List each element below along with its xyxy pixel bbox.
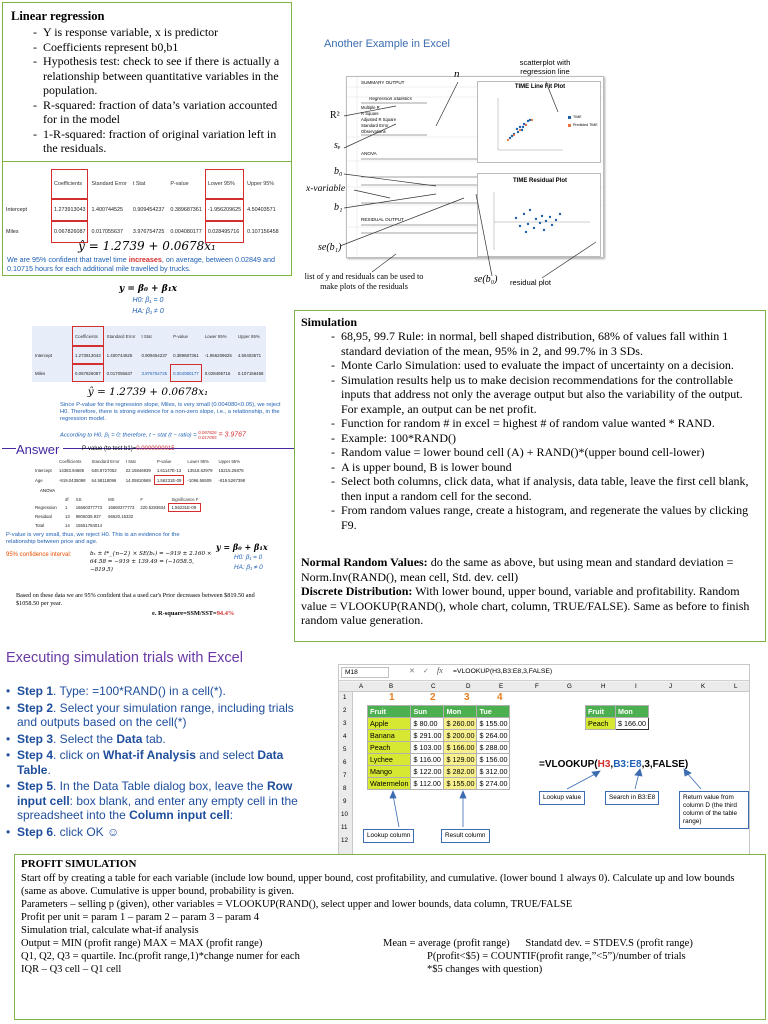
table-cell[interactable]: Peach (368, 742, 411, 754)
pvalue-label: P-value (to test b1)= (82, 446, 137, 452)
row-header[interactable]: 11 (341, 824, 348, 831)
table-cell[interactable]: Banana (368, 730, 411, 742)
hyp-coef-table (32, 326, 266, 382)
col-index: 1 (389, 692, 395, 703)
callout-arrows (339, 665, 751, 855)
reg-stats-label: Regression Statistics (369, 96, 412, 101)
step-label: Step 3 (17, 731, 54, 746)
executing-steps (6, 684, 308, 841)
table-cell: 1.273913043 (72, 346, 104, 364)
hyp-formula (60, 430, 294, 440)
annotation-b0: b₀ (334, 166, 343, 177)
table-header: Upper 95% (247, 181, 275, 187)
step-label: Step 2 (17, 700, 54, 715)
profit-title: PROFIT SIMULATION (21, 858, 137, 870)
column-header[interactable]: I (635, 683, 637, 690)
table-cell: 1.400744525 (91, 207, 123, 213)
anova-table (32, 496, 201, 530)
table-header[interactable]: Sun (411, 706, 444, 718)
stats-row: Observations (361, 129, 386, 134)
table-cell: 0.389687361 (170, 207, 202, 213)
row-header[interactable]: 2 (343, 707, 347, 714)
table-cell: 1.61147E-13 (156, 467, 182, 473)
linear-regression-bullets (17, 25, 289, 156)
table-header: Upper 95% (218, 459, 241, 464)
step-mid: and select (195, 748, 258, 762)
rsquare-label: e. R-square=SSM/SST= (152, 610, 217, 617)
table-cell: Miles (35, 370, 46, 376)
table-cell: 15551784014 (75, 523, 103, 528)
sim-bullet: - From random values range, create a histogram, and regenerate the values by clicking F9. (315, 503, 761, 532)
result-column-callout: Result column (441, 829, 490, 843)
pvalue-line (82, 446, 175, 452)
step-item (6, 684, 308, 699)
col-index: 3 (464, 692, 470, 703)
step-bold: What-if Analysis (103, 748, 196, 762)
regression-example-panel (296, 2, 766, 308)
annotation-se: sₑ (334, 140, 341, 151)
table-cell: -1096.56509 (187, 477, 212, 483)
table-cell[interactable]: $ 312.00 (477, 766, 510, 778)
row-header[interactable]: 6 (343, 759, 347, 766)
column-header[interactable]: D (466, 683, 471, 690)
step-bold2: Data Table (17, 748, 284, 777)
simulation-bullets (315, 329, 761, 532)
table-cell[interactable]: Mango (368, 766, 411, 778)
table-header: t Stat (125, 459, 136, 464)
step-item (6, 732, 308, 747)
step-item (6, 825, 308, 840)
table-header: Lower 95% (187, 459, 209, 464)
profit-line: Start off by creating a table for each variable (include low bound, upper bound, cost profitability, and cumulative. (lower bound 1 always 0). Calculate up and low bounds (same as above. Cumulative is upper bound, probability is given. (21, 873, 735, 897)
lr-interpretation (7, 255, 289, 273)
row-header[interactable]: 12 (341, 837, 348, 844)
column-header[interactable]: K (701, 683, 706, 690)
table-cell: 14 (65, 523, 70, 528)
table-header[interactable]: Tue (477, 706, 510, 718)
step-label: Step 6 (17, 824, 54, 839)
table-cell: Age (35, 477, 43, 483)
annotation-arrows (296, 2, 766, 308)
table-cell: 0.004080177 (170, 229, 202, 235)
step-mid: : box blank, and enter any empty cell in the spreadsheet into the (17, 793, 298, 822)
normal-text: do the same as above, but using mean and standard deviation = Norm.Inv(RAND(), mean cell, Std. dev. cell) (301, 555, 734, 584)
ci-formula: b₁ ± t*_{n−2} × SE(b₁) = −919 ± 2.160 × 64.58 = −919 ± 139.49 = (−1058.5, −819.5) (90, 551, 212, 573)
table-cell: 1.273913043 (51, 199, 88, 221)
lr-interp-b: , on average, between 0.02849 and 0.10715 hours for each additional mile travelled by trucks. (7, 255, 275, 273)
table-cell: 1.56231E-09 (154, 475, 185, 485)
hyp-right-eq: y = β₀ + β₁x (216, 542, 268, 552)
table-cell: 0.067826087 (72, 364, 104, 382)
step-text: . click on (53, 748, 104, 762)
lr-bullet: - Y is response variable, x is predictor (17, 25, 289, 40)
table-cell: 13518.62979 (187, 467, 213, 473)
table-cell[interactable]: $ 288.00 (477, 742, 510, 754)
profit-left: Q1, Q2, Q3 = quartile. Inc.(profit range,1)*change numer for each (21, 951, 300, 962)
step-label: Step 5 (17, 779, 54, 793)
discrete-text: With lower bound, upper bound, variable and profitability. Random value = VLOOKUP(RAND(), whole chart, column, TRUE/FALSE). Same as before to finish random value generation. (301, 584, 750, 627)
step-text: . Select the (53, 731, 117, 746)
profit-line: Simulation trial, calculate what-if analysis (21, 925, 199, 936)
table-cell: 0.909454237 (141, 352, 168, 358)
table-cell[interactable]: Lychee (368, 754, 411, 766)
table-cell: 0.017055637 (91, 229, 123, 235)
table-header: Significance F (171, 497, 199, 502)
row-header[interactable]: 10 (341, 811, 348, 818)
step-tail: tab. (142, 731, 166, 746)
profit-line: Parameters – selling p (given), other variables = VLOOKUP(RAND(), select upper and lower bounds, data column, TRUE/FALSE (21, 899, 573, 910)
profit-right: Mean = average (profit range) Standatd dev. = STDEV.S (profit range) (383, 938, 693, 949)
sim-bullet: - Select both columns, click data, what if analysis, data table, leave the first cell blank, then input a random cell for the second. (315, 474, 761, 503)
table-cell[interactable]: $ 291.00 (411, 730, 444, 742)
table-header: SS (75, 497, 82, 502)
table-header: F (140, 497, 143, 502)
table-cell: 1.400744525 (106, 352, 133, 358)
lr-interp-a: We are 95% confident that travel time (7, 255, 129, 264)
column-header[interactable]: L (734, 683, 738, 690)
table-row (3, 199, 282, 221)
column-header[interactable]: G (567, 683, 572, 690)
name-box[interactable]: M18 (341, 667, 389, 678)
annotation-xvar: x-variable (306, 184, 346, 194)
step-item (6, 701, 308, 730)
table-cell: 0.909454237 (132, 207, 165, 213)
stats-row: R Square (361, 111, 379, 116)
table-cell[interactable]: $ 156.00 (477, 754, 510, 766)
formula-input[interactable]: =VLOOKUP(H3,B3:E8,3,FALSE) (453, 668, 553, 675)
row-header[interactable]: 8 (343, 785, 347, 792)
answer-coef-table (32, 458, 248, 485)
table-cell[interactable]: $ 274.00 (477, 778, 510, 790)
table-header: Lower 95% (205, 169, 244, 199)
annotation-seb1: se(b₁) (318, 242, 342, 253)
function-icon[interactable]: fx (437, 666, 443, 675)
stats-row: Adjusted R Square (361, 117, 397, 122)
table-cell: 0.028495716 (205, 221, 244, 243)
table-cell[interactable]: Watermelon (368, 778, 411, 790)
step-bold: Data (116, 731, 143, 746)
annotation-b1: b₁ (334, 202, 343, 213)
line-fit-title: TIME Line Fit Plot (514, 84, 566, 90)
annotation-list: list of y and residuals can be used to make plots of the residuals (304, 272, 424, 291)
hypothesis-section (2, 282, 294, 642)
table-header: MS (108, 497, 115, 502)
table-cell: Intercept (35, 467, 52, 473)
table-header: Standard Error (91, 181, 127, 187)
table-header: t Stat (132, 181, 146, 187)
table-cell: 1 (65, 505, 68, 510)
excel-vlookup-window (338, 664, 750, 854)
lookup-column-callout: Lookup column (363, 829, 414, 843)
sim-bullet: - Random value = lower bound cell (A) + RAND()*(upper bound cell-lower) (315, 445, 761, 460)
profit-right: *$5 changes with question) (427, 964, 543, 975)
col-index: 4 (497, 692, 503, 703)
table-cell[interactable]: $ 103.00 (411, 742, 444, 754)
table-cell: Intercept (35, 352, 53, 358)
search-callout: Search in B3:E8 (605, 791, 659, 805)
table-cell: 13 (65, 514, 70, 519)
pvalue-value: 0.0000000015 (136, 446, 175, 452)
profit-left: IQR – Q3 cell – Q1 cell (21, 964, 122, 975)
column-header[interactable]: H (601, 683, 606, 690)
table-cell: 0.028495716 (204, 370, 231, 376)
table-cell: 0.004080177 (170, 364, 202, 382)
table-row (32, 521, 201, 530)
hyp-equation: ŷ = 1.2739 + 0.0678x₁ (87, 386, 209, 398)
table-cell[interactable]: Peach (586, 718, 616, 730)
table-cell: 0.017055637 (106, 370, 133, 376)
table-header: P-value (173, 333, 188, 339)
legend-predicted: Predicted TIME (573, 123, 598, 127)
lr-bullet: - Coefficients represent b0,b1 (17, 40, 289, 55)
table-header: Coefficients (51, 169, 88, 199)
table-cell: -919.0435098 (59, 477, 86, 483)
table-header: Coefficients (59, 459, 82, 464)
profit-right: P(profit<$5) = COUNTIF(profit range,”<5”)/number of trials (427, 951, 686, 962)
step-bold: Row input cell (17, 779, 293, 808)
residual-title: TIME Residual Plot (512, 178, 567, 184)
table-cell[interactable]: $ 129.00 (444, 754, 477, 766)
table-row (32, 512, 201, 521)
step-text: . Select your simulation range, including trials and outputs based on the cell(*) (17, 700, 294, 729)
column-header[interactable]: J (669, 683, 673, 690)
table-header: Standard Error (91, 459, 120, 464)
table-cell[interactable]: $ 264.00 (477, 730, 510, 742)
table-cell: 15215.26876 (218, 467, 244, 473)
table-cell: 16660377773 (108, 505, 135, 510)
sim-bullet: - Simulation results help us to make decision recommendations for the controllable inputs that address not only the average output but also the variability of the output. For example, an output can be net profit. (315, 373, 761, 417)
table-row (32, 346, 266, 364)
table-header[interactable]: Mon (444, 706, 477, 718)
table-header-row (32, 496, 201, 503)
anova-label: ANOVA (361, 151, 377, 156)
column-header[interactable]: E (499, 683, 504, 690)
table-cell: 4.50403571 (237, 352, 262, 358)
ci-label: 95% confidence interval: (6, 552, 72, 558)
lookup-value-callout: Lookup value (539, 791, 585, 805)
executing-section (2, 646, 312, 852)
table-header[interactable]: Mon (616, 706, 649, 718)
table-cell[interactable]: $ 122.00 (411, 766, 444, 778)
table-cell: Total (35, 523, 45, 528)
simulation-title: Simulation (301, 315, 358, 329)
answer-title: Answer (16, 442, 63, 457)
step-text: . click OK ☺ (53, 824, 120, 839)
table-cell[interactable]: $ 155.00 (444, 778, 477, 790)
rsquare-value: 94.4% (216, 610, 235, 617)
table-header: Lower 95% (204, 333, 227, 339)
hyp-note: Since P-value for the regression slope, Miles, is very small (0.004080<0.05), we reject H0. Therefore, there is strong evidence for a non-zero slope, i.e., a relationship, in the regression model. (60, 402, 281, 423)
sim-bullet: - Example: 100*RAND() (315, 431, 761, 446)
table-cell: 0.389687361 (173, 352, 199, 358)
profit-line: Profit per unit = param 1 – param 2 – param 3 – param 4 (21, 912, 260, 923)
step-item (6, 748, 308, 777)
rsquare-line (152, 610, 234, 617)
sim-bullet: - 68,95, 99.7 Rule: in normal, bell shaped distribution, 68% of values fall within 1 standard deviation of the mean, 95% in 2, and 99.7% in 3 SDs. (315, 329, 761, 358)
summary-output-label: SUMMARY OUTPUT (361, 80, 405, 85)
table-cell[interactable]: Apple (368, 718, 411, 730)
enter-icon[interactable]: ✓ (423, 668, 429, 675)
hyp-fraction: 0.067826 0.017055 (198, 430, 217, 440)
row-header[interactable]: 1 (343, 694, 347, 701)
discrete-distribution (301, 584, 763, 628)
table-header: df (65, 497, 69, 502)
table-cell: 220.5293934 (140, 505, 166, 510)
lr-bullet: - R-squared: fraction of data’s variation accounted for in the model (17, 98, 289, 127)
step-tail: . (47, 762, 51, 777)
hyp-formula-a: According to H0, β₁ = 0; therefore, t − stat (t − ratio) = (60, 432, 199, 439)
step-label: Step 1 (17, 684, 54, 698)
annotation-seb0: se(b₀) (474, 274, 498, 285)
annotation-residual: residual plot (510, 278, 551, 287)
table-cell: Residual (35, 514, 52, 519)
table-cell[interactable]: $ 282.00 (444, 766, 477, 778)
executing-title: Executing simulation trials with Excel (6, 650, 243, 666)
residual-output-label: RESIDUAL OUTPUT (361, 217, 404, 222)
table-cell: 1.56231E-09 (168, 503, 201, 512)
example-title: Another Example in Excel (324, 38, 450, 50)
row-header[interactable]: 9 (343, 798, 347, 805)
hyp-ha: HA: β₁ ≠ 0 (132, 308, 164, 315)
lr-divider (3, 161, 291, 162)
table-cell (137, 512, 168, 521)
lr-bullet: - 1-R-squared: fraction of original variation left in the residuals. (17, 127, 289, 156)
table-cell: 0.067826087 (51, 221, 88, 243)
table-row (32, 503, 201, 512)
anova-title: ANOVA (40, 488, 56, 493)
annotation-n: n (454, 68, 460, 80)
return-value-callout: Return value from column D (the third column of the table range) (679, 791, 749, 829)
lr-interp-word: increases (128, 255, 162, 264)
hyp-formula-b: = 3.9767 (216, 431, 246, 439)
table-cell: Miles (6, 229, 19, 235)
table-header: P-value (170, 181, 189, 187)
legend-time: TIME (573, 115, 582, 119)
lr-bullet: - Hypothesis test: check to see if there is actually a relationship between quantitative variables in the population. (17, 54, 289, 98)
normal-random-values (301, 555, 763, 584)
lr-equation: ŷ = 1.2739 + 0.0678x₁ (78, 239, 216, 253)
table-cell (168, 521, 201, 530)
table-header-row (32, 326, 266, 346)
table-header: Standard Error (106, 333, 136, 339)
table-cell: Intercept (6, 207, 27, 213)
table-header: t Stat (141, 333, 152, 339)
step-bold2: Column input cell (129, 808, 230, 822)
profit-simulation-box (14, 854, 766, 1020)
table-cell[interactable]: $ 200.00 (444, 730, 477, 742)
hyp-h0: H0: β₁ = 0 (132, 297, 164, 304)
table-header-row (3, 169, 282, 199)
table-cell: 9806035.937 (75, 514, 101, 519)
table-cell (137, 521, 168, 530)
table-cell: 3.976754725 (132, 229, 165, 235)
table-header: Coefficients (72, 326, 104, 346)
table-cell: 16660377773 (75, 505, 103, 510)
row-header[interactable]: 5 (343, 746, 347, 753)
hyp-right-ha: HA: β₁ ≠ 0 (234, 564, 263, 571)
table-cell[interactable]: $ 112.00 (411, 778, 444, 790)
step-tail: : (229, 808, 234, 822)
table-header[interactable]: Fruit (368, 706, 411, 718)
table-header[interactable]: Fruit (586, 706, 616, 718)
step-text: . In the Data Table dialog box, leave the (53, 779, 267, 793)
table-cell: -819.5267398 (218, 477, 246, 483)
sim-bullet: - A is upper bound, B is lower bound (315, 460, 761, 475)
table-cell: 3.976754725 (141, 370, 168, 376)
discrete-label: Discrete Distribution: (301, 584, 413, 598)
step-item (6, 779, 308, 823)
table-cell: 66620.15332 (108, 514, 134, 519)
table-row (32, 364, 266, 382)
stats-row: Standard Error (361, 123, 389, 128)
normal-label: Normal Random Values: (301, 555, 428, 569)
column-header[interactable]: A (359, 683, 364, 690)
table-cell: -1.956209625 (204, 352, 232, 358)
table-cell[interactable]: $ 166.00 (616, 718, 649, 730)
stats-row: Multiple R (361, 105, 380, 110)
table-row (32, 475, 248, 485)
based-note: Based on these data we are 95% confident that a used car's Prior decreases between $819.50 and $1058.50 per year. (16, 592, 255, 607)
sim-bullet: - Function for random # in excel = highest # of random value wanted * RAND. (315, 416, 761, 431)
row-header[interactable]: 7 (343, 772, 347, 779)
table-row (32, 465, 248, 475)
sim-bullet: - Monte Carlo Simulation: used to evaluate the impact of uncertainty on a decision. (315, 358, 761, 373)
table-cell (105, 521, 137, 530)
hyp-model-eq: y = β₀ + β₁x (118, 284, 178, 294)
simulation-box (294, 310, 766, 642)
step-text: . Type: =100*RAND() in a cell(*). (53, 684, 226, 698)
step-label: Step 4 (17, 748, 54, 762)
lr-coefficients-table (3, 169, 282, 243)
cancel-icon[interactable]: ✕ (409, 668, 415, 675)
table-cell: 14.05810669 (125, 477, 151, 483)
table-cell: -1.956209625 (205, 199, 244, 221)
table-cell (168, 512, 201, 521)
table-header: Upper 95% (237, 333, 260, 339)
annotation-scatter: scatterplot with regression line (519, 58, 571, 76)
table-cell: 0.107156458 (237, 370, 264, 376)
column-header[interactable]: F (535, 683, 539, 690)
table-cell[interactable]: $ 260.00 (444, 718, 477, 730)
hyp-right-h0: H0: β₁ = 0 (234, 554, 263, 561)
table-cell: Regression (35, 505, 57, 510)
profit-left: Output = MIN (profit range) MAX = MAX (profit range) (21, 938, 263, 949)
table-cell[interactable]: $ 155.00 (477, 718, 510, 730)
linear-regression-box (2, 2, 292, 276)
table-header: P-value (156, 459, 172, 464)
table-cell: 22.16846939 (125, 467, 151, 473)
annotation-r2: R² (330, 110, 340, 121)
table-cell[interactable]: $ 116.00 (411, 754, 444, 766)
col-index: 2 (430, 692, 436, 703)
table-cell: 4.50403571 (247, 207, 276, 213)
row-header[interactable]: 4 (343, 733, 347, 740)
table-cell: 14383.94685 (59, 467, 85, 473)
table-header-row (32, 458, 248, 465)
row-header[interactable]: 3 (343, 720, 347, 727)
column-header[interactable]: B (389, 683, 394, 690)
table-cell[interactable]: $ 80.00 (411, 718, 444, 730)
reject-note: P-value is very small, thus, we reject H0. This is an evidence for the relationship between price and age. (6, 532, 180, 546)
table-cell: 648.8727052 (91, 467, 117, 473)
table-cell[interactable]: $ 166.00 (444, 742, 477, 754)
table-cell: 64.58118096 (91, 477, 117, 483)
column-header[interactable]: C (431, 683, 436, 690)
vlookup-formula-display: =VLOOKUP(H3,B3:E8,3,FALSE) (539, 759, 689, 770)
linear-regression-title: Linear regression (11, 9, 105, 23)
table-cell: 0.107156458 (247, 229, 279, 235)
